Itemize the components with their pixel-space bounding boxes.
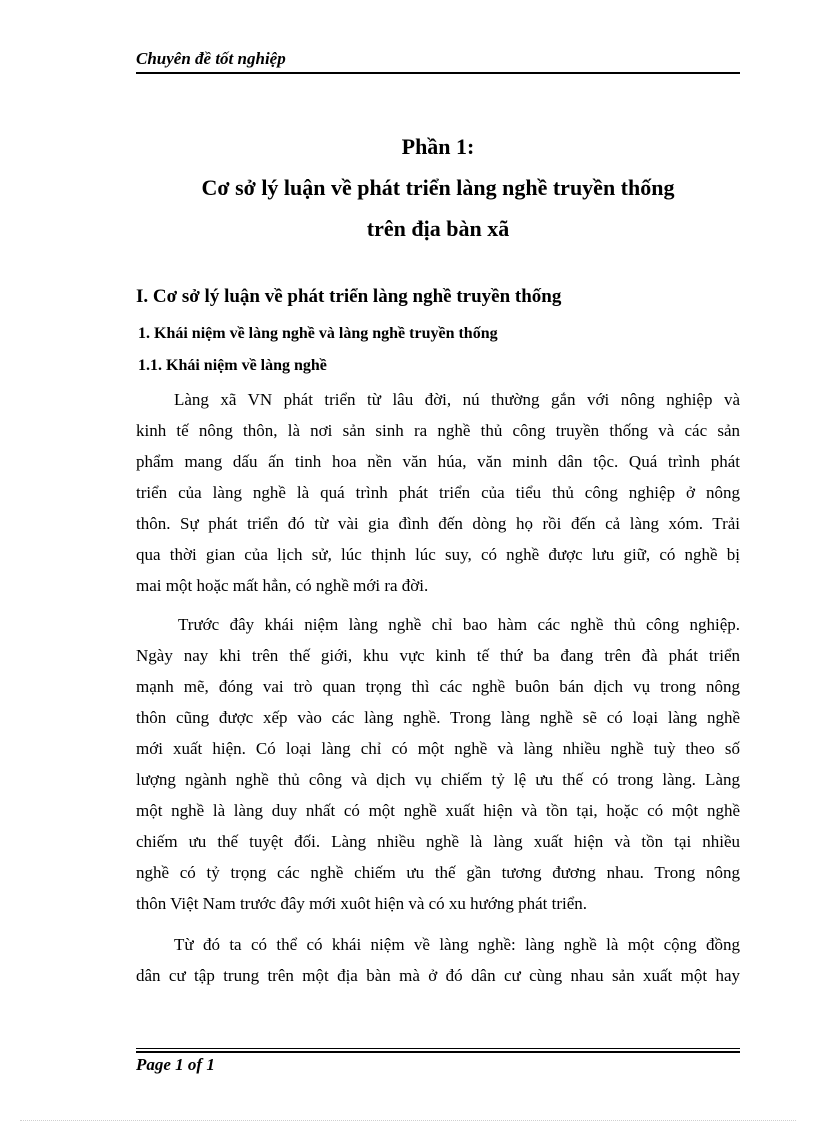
header-title: Chuyên đề tốt nghiệp xyxy=(136,49,286,68)
paragraph-2 xyxy=(136,609,740,919)
subsubsection-heading: 1.1. Khái niệm về làng nghề xyxy=(138,357,327,374)
paragraph-line: nghề có tỷ trọng các nghề chiếm ưu thế gần tương đương nhau. Trong nông xyxy=(136,863,740,882)
paragraph-line: chiếm ưu thế tuyệt đối. Làng nhiều nghề là làng xuất hiện và tồn tại nhiều xyxy=(136,832,740,851)
paragraph-line: một nghề là làng duy nhất có một nghề xuất hiện và tồn tại, hoặc có một nghề xyxy=(136,801,740,820)
paragraph-line: mai một hoặc mất hẳn, có nghề mới ra đời. xyxy=(136,576,429,595)
paragraph-3 xyxy=(136,929,740,991)
paragraph-line: mới xuất hiện. Có loại làng chỉ có một nghề và làng nhiều nghề tuỳ theo số xyxy=(136,739,740,758)
footer-divider xyxy=(136,1048,740,1049)
chapter-title-line2: trên địa bàn xã xyxy=(366,216,510,241)
subsection-heading: 1. Khái niệm về làng nghề và làng nghề truyền thống xyxy=(138,325,498,342)
paragraph-line: thôn Việt Nam trước đây mới xuôt hiện và có xu hướng phát triển. xyxy=(136,894,588,913)
paragraph-line: thôn cũng được xếp vào các làng nghề. Trong làng nghề sẽ có loại làng nghề xyxy=(136,708,740,727)
chapter-title-line1: Cơ sở lý luận về phát triển làng nghề truyền thống xyxy=(201,175,675,200)
paragraph-line: dân cư tập trung trên một địa bàn mà ở đó dân cư cùng nhau sản xuất một hay xyxy=(136,966,740,985)
paragraph-line: Ngày nay khi trên thế giới, khu vực kinh tế thứ ba đang trên đà phát triển xyxy=(136,646,740,665)
paragraph-line: kinh tế nông thôn, là nơi sản sinh ra nghề thủ công truyền thống và các sản xyxy=(136,421,740,440)
paragraph-line: triển của làng nghề là quá trình phát triển của tiểu thủ công nghiệp ở nông xyxy=(136,483,740,502)
paragraph-line: Từ đó ta có thể có khái niệm về làng nghề: làng nghề là một cộng đồng xyxy=(174,935,740,954)
paragraph-line: Làng xã VN phát triển từ lâu đời, nú thường gắn với nông nghiệp và xyxy=(174,390,740,409)
paragraph-line: thôn. Sự phát triển đó từ vài gia đình đến dòng họ rồi đến cả làng xóm. Trải xyxy=(136,514,740,533)
paragraph-line: qua thời gian của lịch sử, lúc thịnh lúc suy, có nghề được lưu giữ, có nghề bị xyxy=(136,545,740,564)
page-number: Page 1 of 1 xyxy=(136,1055,215,1074)
paragraph-line: phẩm mang dấu ấn tinh hoa nền văn húa, văn minh dân tộc. Quá trình phát xyxy=(136,452,740,471)
paragraph-line: mạnh mẽ, đóng vai trò quan trọng thì các nghề buôn bán dịch vụ trong nông xyxy=(136,677,740,696)
section-heading: I. Cơ sở lý luận về phát triển làng nghề truyền thống xyxy=(136,286,562,307)
paragraph-line: Trước đây khái niệm làng nghề chỉ bao hàm các nghề thủ công nghiệp. xyxy=(178,615,740,634)
paragraph-line: lượng ngành nghề thủ công và dịch vụ chiếm tỷ lệ ưu thế có trong làng. Làng xyxy=(136,770,740,789)
page-edge xyxy=(20,1120,796,1121)
part-title: Phần 1: xyxy=(401,134,475,159)
page-header xyxy=(136,48,740,74)
paragraph-1 xyxy=(136,384,740,601)
footer-divider xyxy=(136,1051,740,1053)
